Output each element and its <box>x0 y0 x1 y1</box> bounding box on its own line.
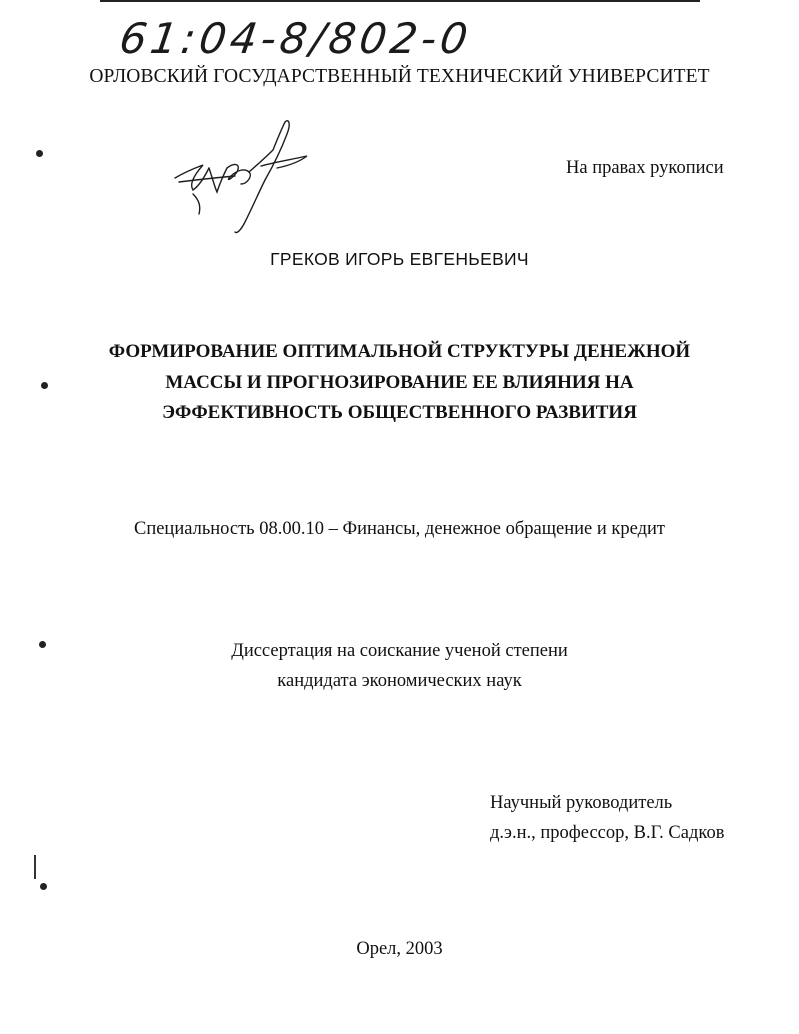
degree-line: Диссертация на соискание ученой степени <box>231 641 568 661</box>
scan-binding-dot <box>41 382 48 389</box>
university-name: ОРЛОВСКИЙ ГОСУДАРСТВЕННЫЙ ТЕХНИЧЕСКИЙ УНИВЕРСИТЕТ <box>89 66 710 87</box>
scan-binding-dot <box>40 883 47 890</box>
dissertation-title <box>0 337 799 429</box>
title-line: ФОРМИРОВАНИЕ ОПТИМАЛЬНОЙ СТРУКТУРЫ ДЕНЕЖНОЙ <box>108 341 691 362</box>
archive-code: 61:04-8/802-0 <box>116 14 475 63</box>
signature-image <box>165 110 315 235</box>
manuscript-rights-note: На правах рукописи <box>566 158 724 178</box>
city-year: Орел, 2003 <box>356 939 443 959</box>
scan-binding-dot <box>39 641 46 648</box>
scan-margin-mark <box>34 855 36 879</box>
supervisor-block <box>490 788 724 848</box>
supervisor-label: Научный руководитель <box>490 793 673 813</box>
title-line: ЭФФЕКТИВНОСТЬ ОБЩЕСТВЕННОГО РАЗВИТИЯ <box>162 402 637 423</box>
specialty: Специальность 08.00.10 – Финансы, денежное обращение и кредит <box>133 519 665 539</box>
top-border-line <box>100 0 700 6</box>
scan-binding-dot <box>36 150 43 157</box>
supervisor-name: д.э.н., профессор, В.Г. Садков <box>490 823 725 843</box>
degree-statement <box>0 637 799 696</box>
degree-line: кандидата экономических наук <box>277 670 522 691</box>
author-name: ГРЕКОВ ИГОРЬ ЕВГЕНЬЕВИЧ <box>270 249 529 269</box>
title-line: МАССЫ И ПРОГНОЗИРОВАНИЕ ЕЕ ВЛИЯНИЯ НА <box>165 371 634 393</box>
